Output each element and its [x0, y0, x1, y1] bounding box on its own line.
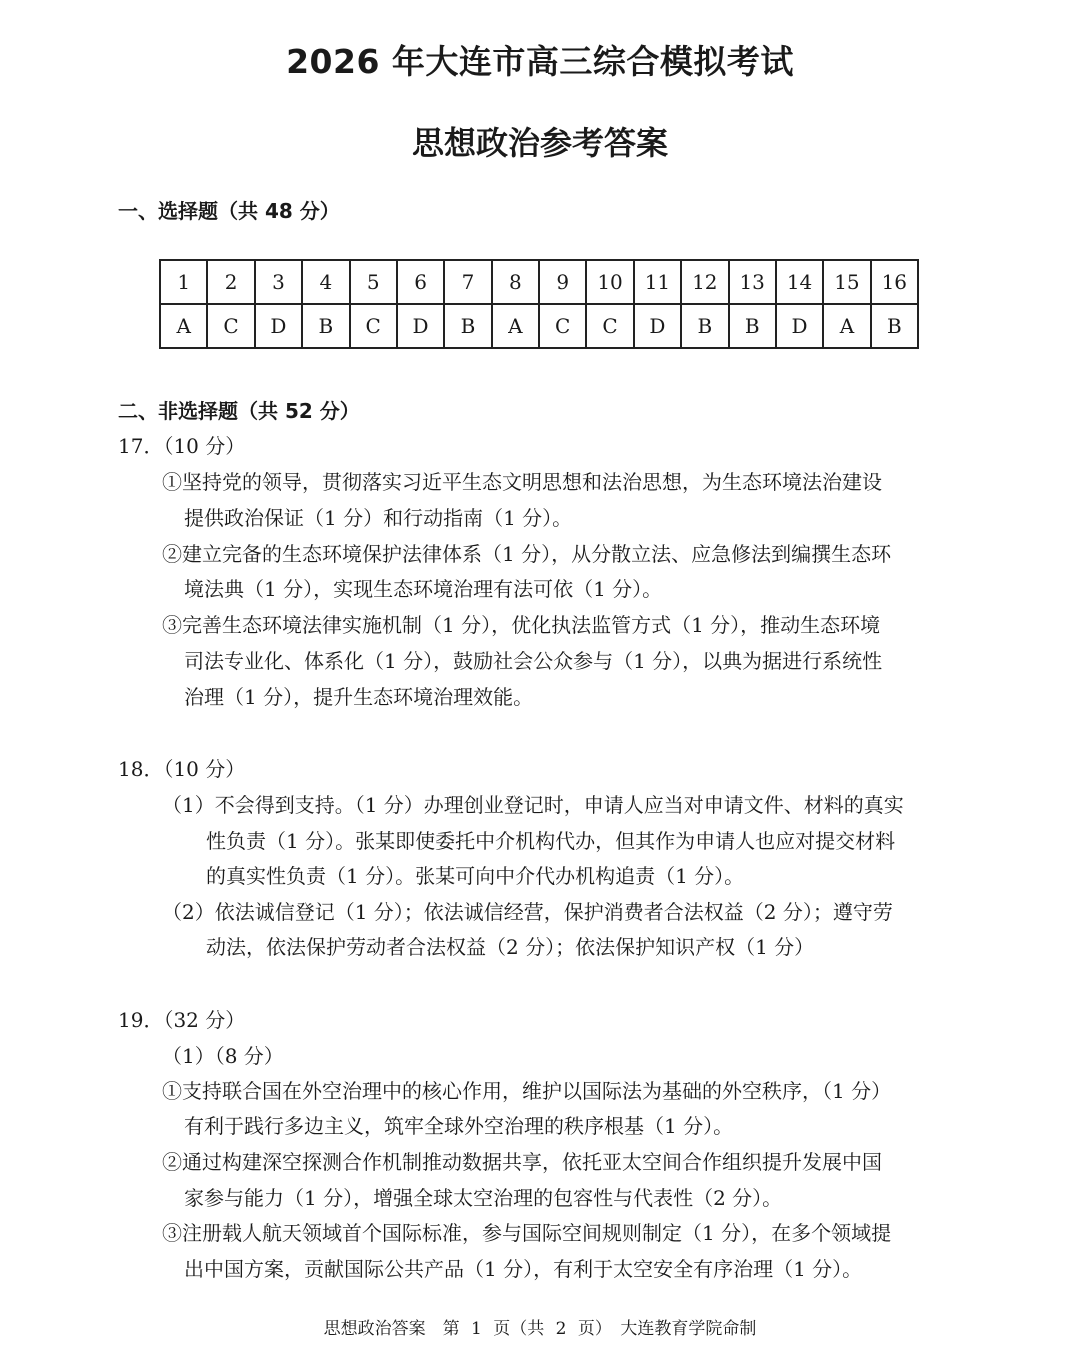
question-number-cell: 4 — [302, 260, 349, 304]
answer-cell: D — [397, 304, 444, 348]
q19-line: 出中国方案，贡献国际公共产品（1 分），有利于太空安全有序治理（1 分）。 — [184, 1257, 863, 1281]
answer-table — [159, 259, 919, 349]
q18-heading: 18．（10 分） — [118, 757, 246, 781]
answer-subtitle: 思想政治参考答案 — [411, 124, 668, 162]
q19-line: 有利于践行多边主义，筑牢全球外空治理的秩序根基（1 分）。 — [184, 1114, 734, 1138]
answer-cell: D — [776, 304, 823, 348]
q18-line: 动法，依法保护劳动者合法权益（2 分）；依法保护知识产权（1 分） — [206, 935, 815, 959]
q17-line: 境法典（1 分），实现生态环境治理有法可依（1 分）。 — [184, 577, 663, 601]
answer-cell: C — [350, 304, 397, 348]
question-number-cell: 8 — [492, 260, 539, 304]
answer-cell: C — [207, 304, 254, 348]
answer-row — [160, 304, 918, 348]
q17-line: 提供政治保证（1 分）和行动指南（1 分）。 — [184, 506, 573, 530]
question-number-cell: 7 — [444, 260, 491, 304]
answer-cell: B — [871, 304, 918, 348]
q18-line: （2）依法诚信登记（1 分）；依法诚信经营，保护消费者合法权益（2 分）；遵守劳 — [162, 900, 893, 924]
q17-line: ③完善生态环境法律实施机制（1 分），优化执法监管方式（1 分），推动生态环境 — [162, 613, 881, 637]
question-number-row — [160, 260, 918, 304]
q19-line: 家参与能力（1 分），增强全球太空治理的包容性与代表性（2 分）。 — [184, 1186, 783, 1210]
q19-heading: 19．（32 分） — [118, 1008, 246, 1032]
q18-line: 的真实性负责（1 分）。张某可向中介代办机构追责（1 分）。 — [206, 864, 745, 888]
answer-cell: A — [492, 304, 539, 348]
question-number-cell: 13 — [729, 260, 776, 304]
q19-subheading: （1）（8 分） — [162, 1044, 284, 1068]
answer-cell: B — [444, 304, 491, 348]
q18-line: （1）不会得到支持。（1 分）办理创业登记时，申请人应当对申请文件、材料的真实 — [162, 793, 904, 817]
q17-heading: 17．（10 分） — [118, 434, 246, 458]
question-number-cell: 14 — [776, 260, 823, 304]
answer-cell: B — [302, 304, 349, 348]
q19-line: ①支持联合国在外空治理中的核心作用，维护以国际法为基础的外空秩序，（1 分） — [162, 1079, 892, 1103]
answer-cell: B — [681, 304, 728, 348]
question-number-cell: 9 — [539, 260, 586, 304]
question-number-cell: 11 — [634, 260, 681, 304]
question-number-cell: 6 — [397, 260, 444, 304]
q19-line: ②通过构建深空探测合作机制推动数据共享，依托亚太空间合作组织提升发展中国 — [162, 1150, 882, 1174]
section-heading-choice: 一、选择题（共 48 分） — [118, 199, 340, 223]
question-number-cell: 12 — [681, 260, 728, 304]
q17-line: 司法专业化、体系化（1 分），鼓励社会公众参与（1 分），以典为据进行系统性 — [184, 649, 883, 673]
answer-cell: D — [255, 304, 302, 348]
q17-line: 治理（1 分），提升生态环境治理效能。 — [184, 685, 534, 709]
q17-line: ①坚持党的领导，贯彻落实习近平生态文明思想和法治思想，为生态环境法治建设 — [162, 470, 882, 494]
answer-cell: A — [160, 304, 207, 348]
question-number-cell: 16 — [871, 260, 918, 304]
question-number-cell: 1 — [160, 260, 207, 304]
question-number-cell: 5 — [350, 260, 397, 304]
answer-cell: C — [539, 304, 586, 348]
answer-cell: B — [729, 304, 776, 348]
question-number-cell: 10 — [586, 260, 633, 304]
answer-cell: A — [823, 304, 870, 348]
question-number-cell: 2 — [207, 260, 254, 304]
answer-cell: C — [586, 304, 633, 348]
question-number-cell: 3 — [255, 260, 302, 304]
exam-title: 2026 年大连市高三综合模拟考试 — [286, 42, 794, 81]
q17-line: ②建立完备的生态环境保护法律体系（1 分），从分散立法、应急修法到编撰生态环 — [162, 542, 892, 566]
question-number-cell: 15 — [823, 260, 870, 304]
q18-line: 性负责（1 分）。张某即使委托中介机构代办，但其作为申请人也应对提交材料 — [206, 829, 896, 853]
answer-cell: D — [634, 304, 681, 348]
section-heading-nonchoice: 二、非选择题（共 52 分） — [118, 399, 360, 423]
q19-line: ③注册载人航天领域首个国际标准，参与国际空间规则制定（1 分），在多个领域提 — [162, 1221, 892, 1245]
page-footer: 思想政治答案 第 1 页（共 2 页） 大连教育学院命制 — [323, 1319, 757, 1339]
